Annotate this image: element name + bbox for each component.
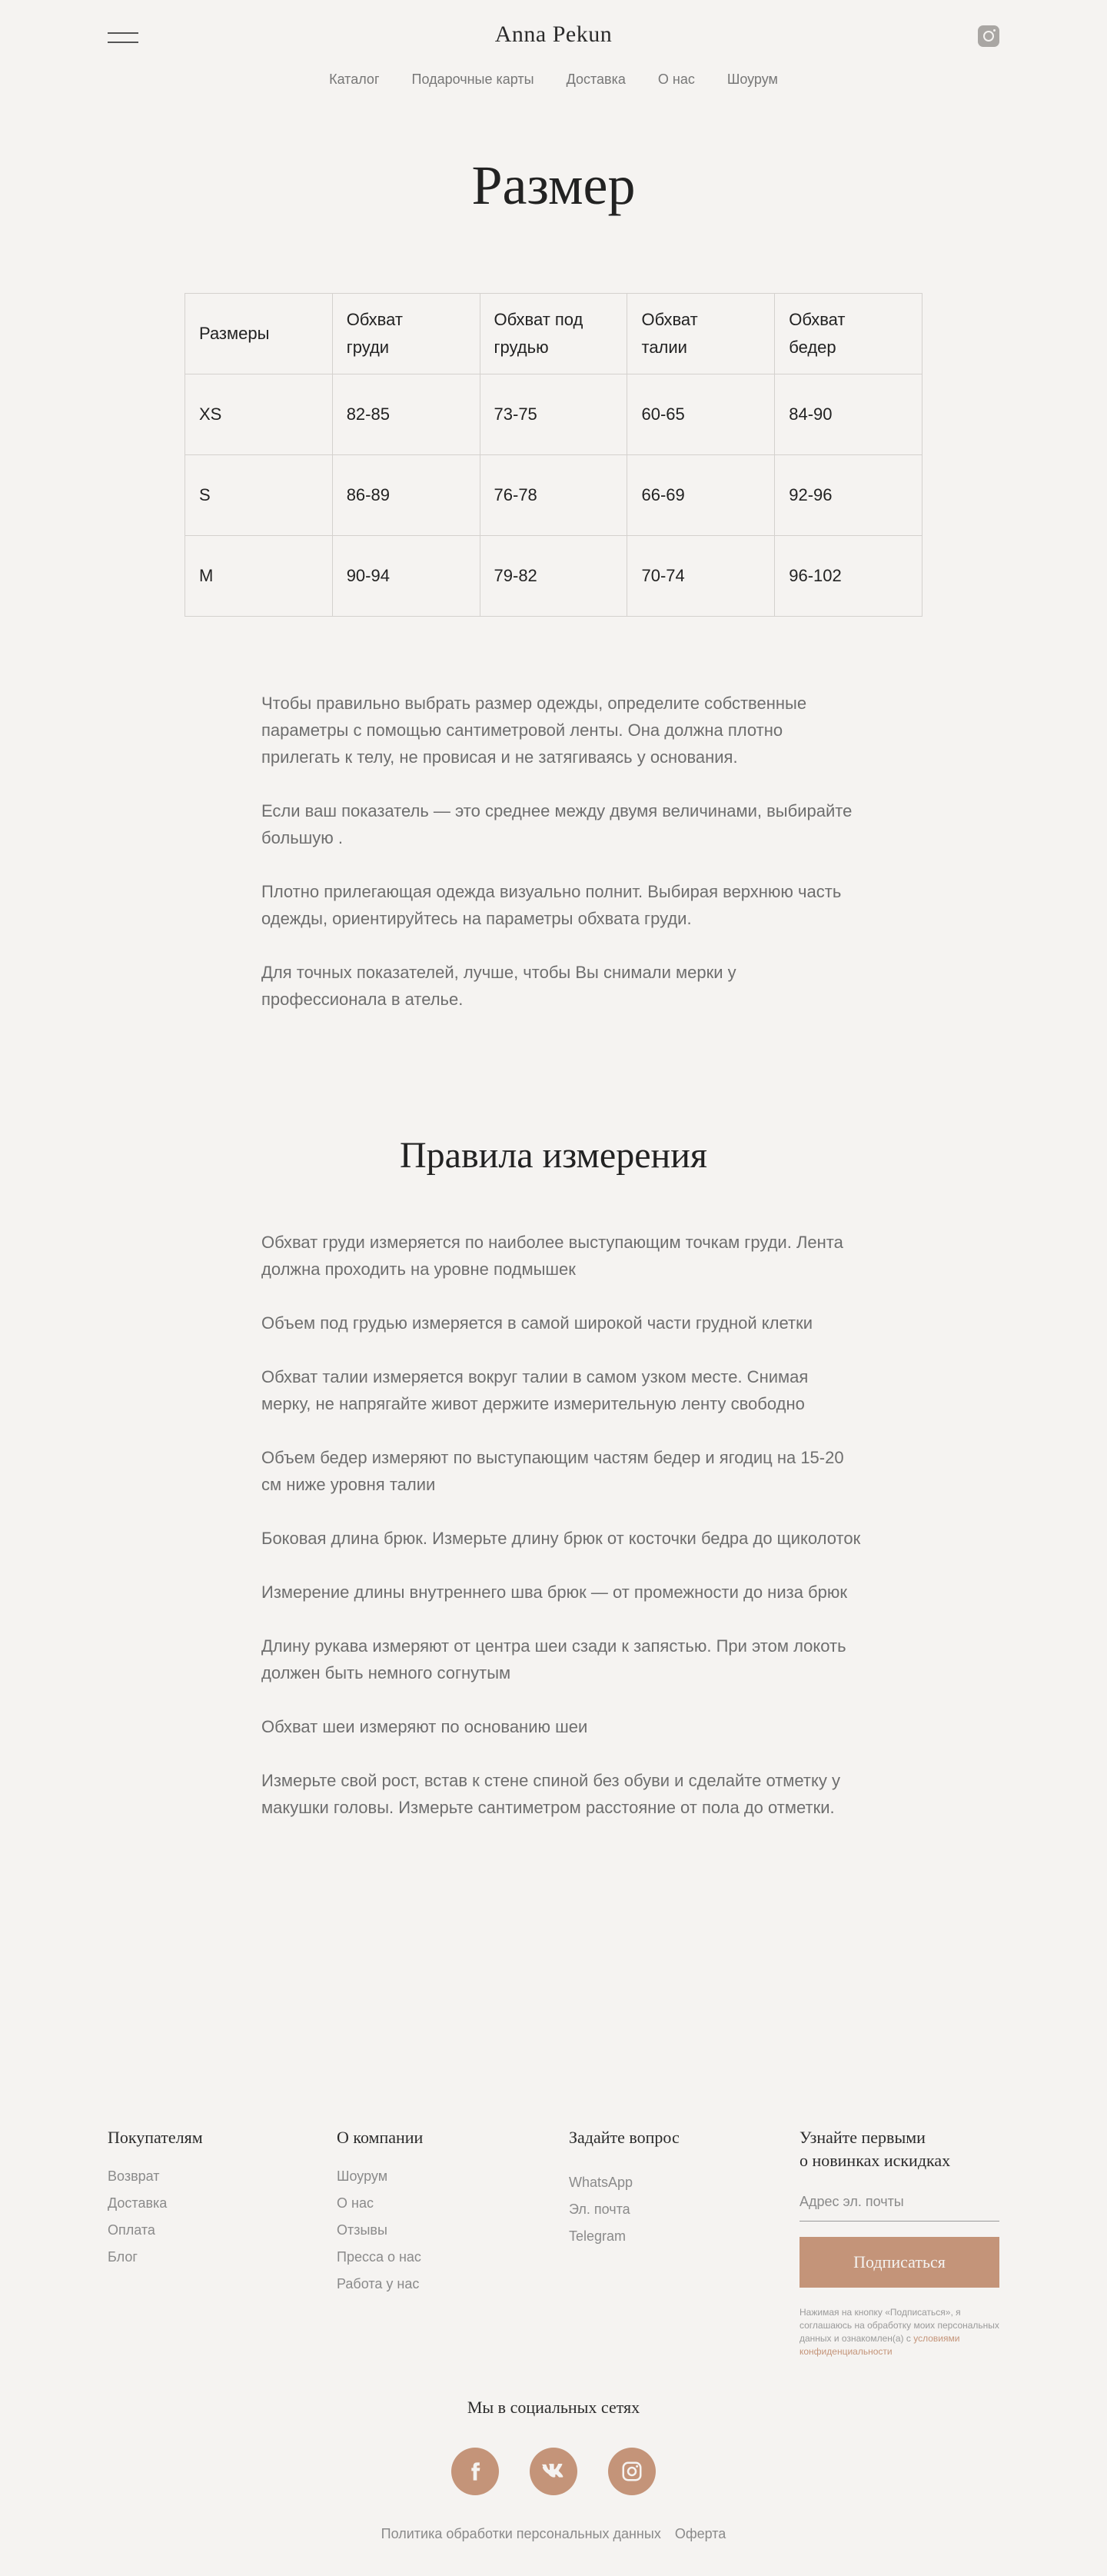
- column-header: Размеры: [185, 294, 333, 374]
- paragraph: Чтобы правильно выбрать размер одежды, определите собственные параметры с помощью сантиметровой ленты. Она должна плотно прилегать к телу, не провисая и не затягиваясь у основания.: [261, 694, 807, 767]
- nav-gift-cards[interactable]: Подарочные карты: [411, 72, 534, 87]
- header: [0, 0, 1107, 108]
- main-nav: [0, 72, 1107, 88]
- footer-link-about[interactable]: О нас: [337, 2195, 374, 2211]
- privacy-link[interactable]: условиями конфиденциальности: [800, 2333, 960, 2357]
- footer-company: [337, 2126, 423, 2298]
- footer-link-whatsapp[interactable]: WhatsApp: [569, 2175, 633, 2190]
- footer-link-returns[interactable]: Возврат: [108, 2168, 160, 2184]
- footer-link-telegram[interactable]: Telegram: [569, 2228, 627, 2244]
- logo-link[interactable]: Anna Pekun: [494, 22, 613, 47]
- paragraph: Боковая длина брюк. Измерьте длину брюк от косточки бедра до щиколоток: [261, 1529, 861, 1548]
- paragraph: Плотно прилегающая одежда визуально полнит. Выбирая верхнюю часть одежды, ориентируйтесь на параметры обхвата груди.: [261, 882, 842, 928]
- footer-link-careers[interactable]: Работа у нас: [337, 2276, 420, 2291]
- nav-about[interactable]: О нас: [657, 72, 695, 87]
- measurement-rules: [261, 1229, 861, 1848]
- footer-heading: Покупателям: [108, 2128, 203, 2147]
- table-cell: 86-89: [332, 455, 480, 536]
- privacy-policy-link[interactable]: Политика обработки персональных данных: [381, 2526, 661, 2541]
- paragraph: Измерьте свой рост, встав к стене спиной без обуви и сделайте отметку у макушки головы. Измерьте сантиметром расстояние от пола до отметки.: [261, 1771, 840, 1817]
- subscribe-title-line: Узнайте первыми: [800, 2128, 926, 2147]
- column-header: Обхват бедер: [775, 294, 922, 374]
- table-cell: M: [185, 536, 333, 617]
- table-cell: 60-65: [627, 374, 775, 455]
- table-cell: 73-75: [480, 374, 627, 455]
- section-title: Правила измерения: [400, 1135, 707, 1176]
- footer-ask: [569, 2126, 680, 2250]
- column-header: Обхват под грудью: [480, 294, 627, 374]
- column-header: Обхват талии: [627, 294, 775, 374]
- menu-icon[interactable]: [108, 31, 138, 45]
- subscribe-button[interactable]: Подписаться: [800, 2237, 999, 2288]
- social-title: Мы в социальных сетях: [467, 2398, 640, 2417]
- table-row: [185, 374, 922, 455]
- table-cell: 66-69: [627, 455, 775, 536]
- table-cell: 79-82: [480, 536, 627, 617]
- nav-catalog[interactable]: Каталог: [329, 72, 380, 87]
- instagram-icon[interactable]: [978, 25, 999, 47]
- footer-heading: О компании: [337, 2128, 424, 2147]
- email-input[interactable]: [800, 2188, 999, 2222]
- table-cell: 96-102: [775, 536, 922, 617]
- page-title: Размер: [471, 155, 636, 216]
- size-table: [184, 293, 922, 617]
- legal-links: [0, 2526, 1107, 2542]
- instagram-social-icon[interactable]: [608, 2448, 656, 2495]
- size-advice: [261, 690, 861, 1040]
- consent-text: [800, 2306, 999, 2358]
- table-cell: 92-96: [775, 455, 922, 536]
- footer-heading: [800, 2126, 999, 2172]
- table-cell: XS: [185, 374, 333, 455]
- paragraph: Для точных показателей, лучше, чтобы Вы снимали мерки у профессионала в ателье.: [261, 963, 736, 1009]
- nav-showroom[interactable]: Шоурум: [726, 72, 778, 87]
- vk-icon[interactable]: [530, 2448, 577, 2495]
- paragraph: Обхват шеи измеряют по основанию шеи: [261, 1717, 588, 1736]
- footer-subscribe: [800, 2126, 999, 2358]
- paragraph: Обхват талии измеряется вокруг талии в самом узком месте. Снимая мерку, не напрягайте живот держите измерительную ленту свободно: [261, 1367, 809, 1413]
- paragraph: Длину рукава измеряют от центра шеи сзади к запястью. При этом локоть должен быть немного согнутым: [261, 1636, 846, 1682]
- footer-buyers: [108, 2126, 203, 2271]
- paragraph: Объем бедер измеряют по выступающим частям бедер и ягодиц на 15-20 см ниже уровня талии: [261, 1448, 844, 1494]
- table-header-row: [185, 294, 922, 374]
- nav-delivery[interactable]: Доставка: [566, 72, 626, 87]
- footer-link-payment[interactable]: Оплата: [108, 2222, 155, 2238]
- logo: [0, 22, 1107, 48]
- footer-link-reviews[interactable]: Отзывы: [337, 2222, 387, 2238]
- paragraph: Измерение длины внутреннего шва брюк — от промежности до низа брюк: [261, 1583, 848, 1602]
- column-header: Обхват груди: [332, 294, 480, 374]
- footer-link-showroom[interactable]: Шоурум: [337, 2168, 388, 2184]
- table-cell: 84-90: [775, 374, 922, 455]
- table-cell: S: [185, 455, 333, 536]
- offer-link[interactable]: Оферта: [674, 2526, 726, 2541]
- table-row: [185, 536, 922, 617]
- footer-link-blog[interactable]: Блог: [108, 2249, 138, 2265]
- footer-link-email[interactable]: Эл. почта: [569, 2202, 630, 2217]
- table-row: [185, 455, 922, 536]
- social-links: [0, 2448, 1107, 2495]
- table-cell: 90-94: [332, 536, 480, 617]
- table-cell: 70-74: [627, 536, 775, 617]
- facebook-icon[interactable]: [451, 2448, 499, 2495]
- table-cell: 82-85: [332, 374, 480, 455]
- paragraph: Если ваш показатель — это среднее между двумя величинами, выбирайте большую .: [261, 801, 853, 847]
- subscribe-title-line: о новинках искидках: [800, 2151, 951, 2170]
- consent-label: Нажимая на кнопку «Подписаться», я соглашаюсь на обработку моих персональных данных и ознакомлен(а) с: [800, 2307, 999, 2344]
- table-cell: 76-78: [480, 455, 627, 536]
- paragraph: Обхват груди измеряется по наиболее выступающим точкам груди. Лента должна проходить на уровне подмышек: [261, 1233, 843, 1279]
- paragraph: Объем под грудью измеряется в самой широкой части грудной клетки: [261, 1313, 813, 1333]
- footer-link-press[interactable]: Пресса о нас: [337, 2249, 421, 2265]
- footer-link-delivery[interactable]: Доставка: [108, 2195, 168, 2211]
- footer-heading: Задайте вопрос: [569, 2128, 680, 2147]
